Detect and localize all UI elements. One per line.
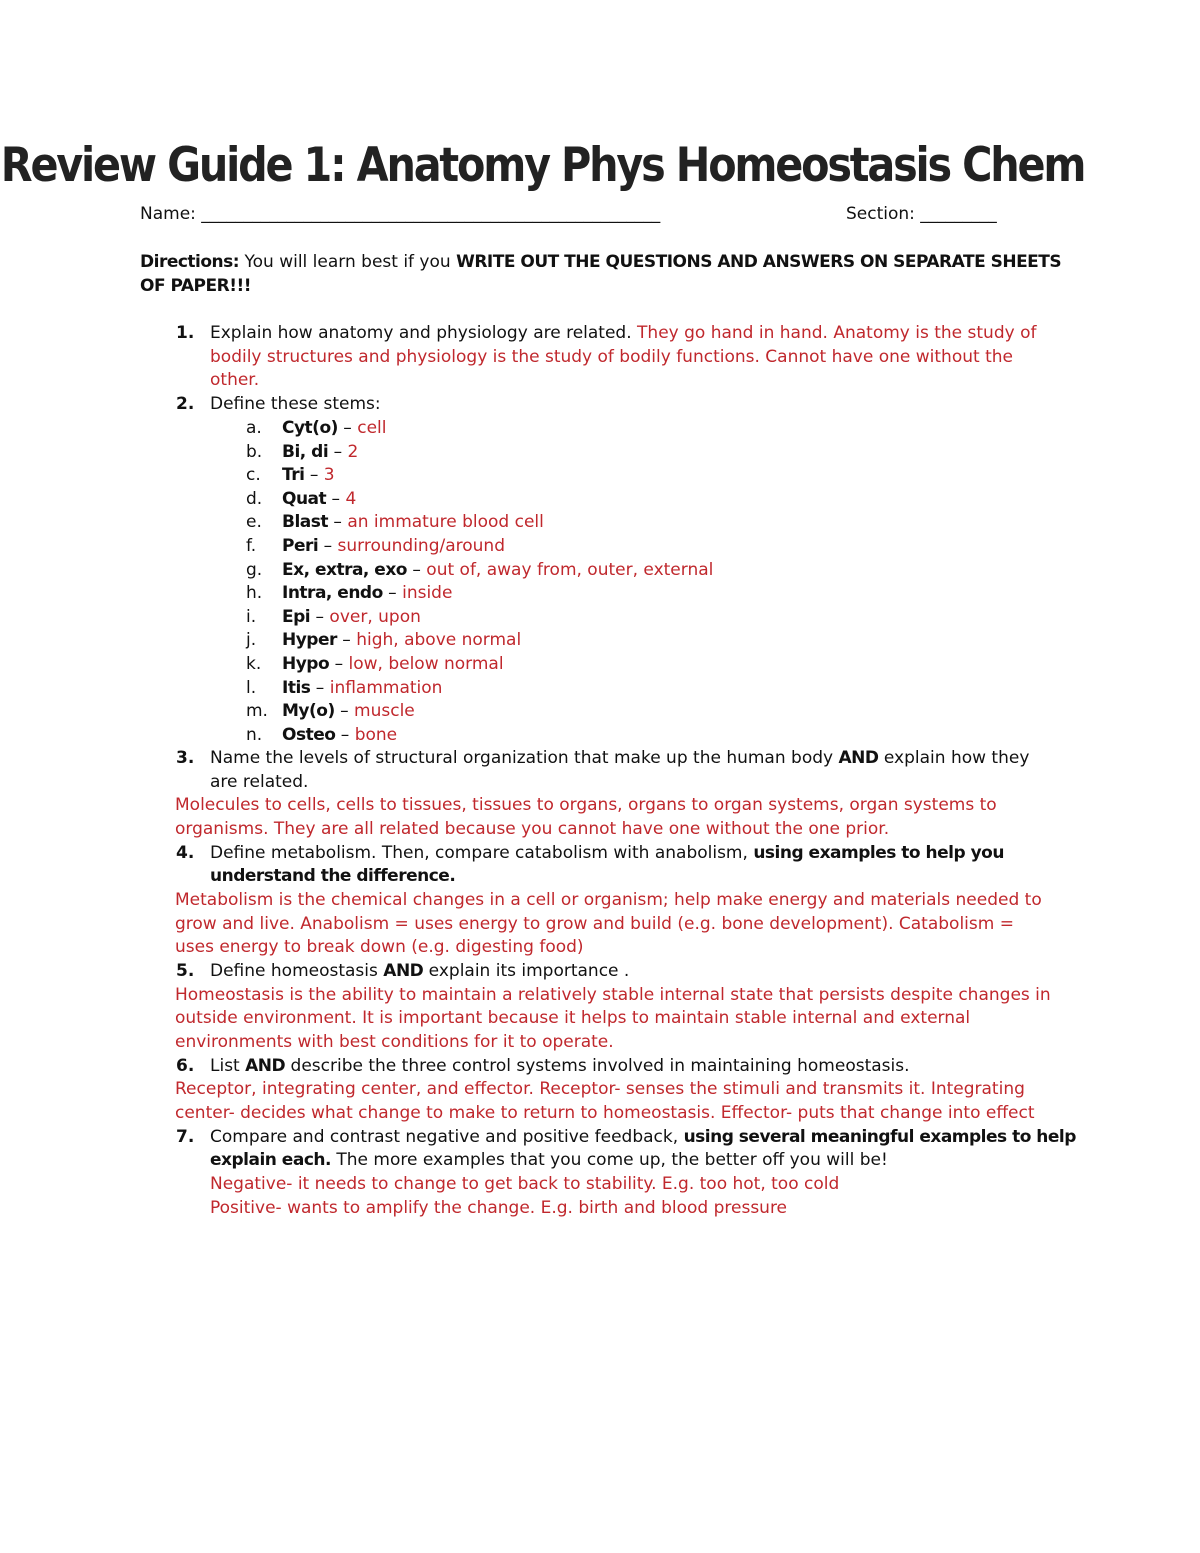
question-number-5: 5. bbox=[176, 961, 195, 981]
question-6-line-1 bbox=[210, 1054, 910, 1078]
question-4-line-1 bbox=[210, 841, 1004, 865]
stem-definition: 3 bbox=[323, 465, 335, 485]
stem-item bbox=[282, 416, 386, 440]
stem-letter: a. bbox=[246, 418, 262, 438]
question-6-and: AND bbox=[245, 1056, 286, 1076]
stem-item bbox=[282, 534, 505, 558]
stem-separator: – bbox=[382, 583, 403, 603]
section-field: Section: _________ bbox=[846, 204, 997, 224]
stem-item bbox=[282, 558, 713, 582]
stem-letter: n. bbox=[246, 725, 263, 745]
question-3-and: AND bbox=[838, 748, 879, 768]
stem-term: Itis bbox=[282, 678, 311, 698]
stem-definition: cell bbox=[357, 418, 387, 438]
stem-letter: l. bbox=[246, 678, 257, 698]
answer-4-line-2: grow and live. Anabolism = uses energy to grow and build (e.g. bone development). Catabolism = bbox=[175, 914, 1014, 934]
stem-term: My(o) bbox=[282, 701, 335, 721]
answer-1-line-2: bodily structures and physiology is the study of bodily functions. Cannot have one without the bbox=[210, 347, 1013, 367]
stem-item bbox=[282, 487, 356, 511]
stem-separator: – bbox=[328, 442, 348, 462]
question-6-text-c: describe the three control systems involved in maintaining homeostasis. bbox=[285, 1056, 910, 1076]
stem-separator: – bbox=[310, 607, 330, 627]
stem-definition: 2 bbox=[347, 442, 359, 462]
question-4-line-2: understand the difference. bbox=[210, 866, 456, 886]
stem-term: Osteo bbox=[282, 725, 336, 745]
stem-letter: f. bbox=[246, 536, 257, 556]
stem-letter: d. bbox=[246, 489, 263, 509]
stem-separator: – bbox=[334, 701, 355, 721]
page-title: Review Guide 1: Anatomy Phys Homeostasis Chem bbox=[0, 138, 1085, 193]
answer-6-line-2: center- decides what change to make to return to homeostasis. Effector- puts that change into effect bbox=[175, 1103, 1035, 1123]
question-number-2: 2. bbox=[176, 394, 195, 414]
stem-separator: – bbox=[336, 630, 357, 650]
stem-separator: – bbox=[406, 560, 427, 580]
question-3-line-1 bbox=[210, 746, 1029, 770]
question-7-text-b: using several meaningful examples to help bbox=[683, 1127, 1076, 1147]
stem-definition: out of, away from, outer, external bbox=[426, 560, 714, 580]
stem-definition: bone bbox=[354, 725, 398, 745]
stem-term: Ex, extra, exo bbox=[282, 560, 407, 580]
answer-6-line-1: Receptor, integrating center, and effector. Receptor- senses the stimuli and transmits it. Integrating bbox=[175, 1079, 1025, 1099]
question-7-text-a: Compare and contrast negative and positive feedback, bbox=[210, 1127, 684, 1147]
directions-line-1 bbox=[140, 250, 1061, 274]
stem-separator: – bbox=[337, 418, 358, 438]
question-7-line-1 bbox=[210, 1125, 1076, 1149]
question-3-text-c: explain how they bbox=[878, 748, 1030, 768]
answer-4-line-1: Metabolism is the chemical changes in a cell or organism; help make energy and materials needed to bbox=[175, 890, 1042, 910]
question-4-text-a: Define metabolism. Then, compare catabolism with anabolism, bbox=[210, 843, 754, 863]
stem-definition: over, upon bbox=[329, 607, 421, 627]
stem-letter: j. bbox=[246, 630, 257, 650]
directions-text: You will learn best if you bbox=[239, 252, 457, 272]
question-number-3: 3. bbox=[176, 748, 195, 768]
stem-letter: i. bbox=[246, 607, 257, 627]
stem-definition: low, below normal bbox=[348, 654, 504, 674]
stem-term: Epi bbox=[282, 607, 311, 627]
stem-item bbox=[282, 440, 358, 464]
stem-item bbox=[282, 676, 442, 700]
stem-letter: c. bbox=[246, 465, 261, 485]
directions-emphasis-1: WRITE OUT THE QUESTIONS AND ANSWERS ON SEPARATE SHEETS bbox=[456, 252, 1062, 272]
stem-term: Quat bbox=[282, 489, 327, 509]
stem-letter: k. bbox=[246, 654, 262, 674]
stem-term: Bi, di bbox=[282, 442, 329, 462]
directions-label: Directions: bbox=[140, 252, 240, 272]
answer-4-line-3: uses energy to break down (e.g. digesting food) bbox=[175, 937, 584, 957]
question-7-line-2 bbox=[210, 1148, 888, 1172]
answer-5-line-2: outside environment. It is important because it helps to maintain stable internal and external bbox=[175, 1008, 971, 1028]
question-number-6: 6. bbox=[176, 1056, 195, 1076]
stem-letter: g. bbox=[246, 560, 263, 580]
stem-item bbox=[282, 463, 335, 487]
question-number-1: 1. bbox=[176, 323, 195, 343]
stem-term: Blast bbox=[282, 512, 329, 532]
question-5-line-1 bbox=[210, 959, 629, 983]
question-number-7: 7. bbox=[176, 1127, 195, 1147]
answer-7-line-1: Negative- it needs to change to get back to stability. E.g. too hot, too cold bbox=[210, 1174, 840, 1194]
question-1-line-1 bbox=[210, 321, 1036, 345]
stem-term: Hyper bbox=[282, 630, 337, 650]
stem-letter: b. bbox=[246, 442, 263, 462]
stem-term: Tri bbox=[282, 465, 305, 485]
stem-term: Hypo bbox=[282, 654, 330, 674]
question-6-text-a: List bbox=[210, 1056, 246, 1076]
stem-definition: inside bbox=[402, 583, 453, 603]
question-2-text: Define these stems: bbox=[210, 394, 381, 414]
answer-1-line-3: other. bbox=[210, 370, 260, 390]
stem-definition: surrounding/around bbox=[337, 536, 505, 556]
stem-letter: e. bbox=[246, 512, 262, 532]
stem-term: Cyt(o) bbox=[282, 418, 338, 438]
stem-item bbox=[282, 510, 544, 534]
stem-item bbox=[282, 652, 504, 676]
stem-term: Peri bbox=[282, 536, 319, 556]
answer-3-line-2: organisms. They are all related because you cannot have one without the one prior. bbox=[175, 819, 890, 839]
question-3-line-2: are related. bbox=[210, 772, 309, 792]
question-5-text-a: Define homeostasis bbox=[210, 961, 384, 981]
stem-definition: high, above normal bbox=[356, 630, 522, 650]
stem-term: Intra, endo bbox=[282, 583, 383, 603]
answer-5-line-1: Homeostasis is the ability to maintain a relatively stable internal state that persists despite changes in bbox=[175, 985, 1051, 1005]
stem-item bbox=[282, 723, 397, 747]
question-5-text-c: explain its importance . bbox=[423, 961, 630, 981]
question-5-and: AND bbox=[383, 961, 424, 981]
question-4-text-b: using examples to help you bbox=[753, 843, 1004, 863]
stem-item bbox=[282, 581, 452, 605]
directions-emphasis-2: OF PAPER!!! bbox=[140, 276, 251, 296]
answer-3-line-1: Molecules to cells, cells to tissues, tissues to organs, organs to organ systems, organ systems to bbox=[175, 795, 997, 815]
question-number-4: 4. bbox=[176, 843, 195, 863]
question-3-text-a: Name the levels of structural organization that make up the human body bbox=[210, 748, 839, 768]
stem-separator: – bbox=[329, 654, 349, 674]
question-7-text-d: The more examples that you come up, the better off you will be! bbox=[330, 1150, 888, 1170]
stem-separator: – bbox=[326, 489, 346, 509]
stem-definition: an immature blood cell bbox=[347, 512, 544, 532]
stem-separator: – bbox=[328, 512, 348, 532]
question-7-text-c: explain each. bbox=[210, 1150, 331, 1170]
stem-letter: m. bbox=[246, 701, 268, 721]
stem-separator: – bbox=[335, 725, 355, 745]
stem-definition: inflammation bbox=[329, 678, 443, 698]
stem-item bbox=[282, 628, 521, 652]
answer-1-line-1: They go hand in hand. Anatomy is the study of bbox=[637, 323, 1037, 343]
stem-item bbox=[282, 605, 421, 629]
stem-separator: – bbox=[318, 536, 338, 556]
stem-item bbox=[282, 699, 415, 723]
stem-definition: muscle bbox=[354, 701, 415, 721]
answer-5-line-3: environments with best conditions for it to operate. bbox=[175, 1032, 614, 1052]
question-1-text: Explain how anatomy and physiology are related. bbox=[210, 323, 638, 343]
answer-7-line-2: Positive- wants to amplify the change. E.g. birth and blood pressure bbox=[210, 1198, 788, 1218]
name-field: Name: ______________________________________________________ bbox=[140, 204, 661, 224]
stem-definition: 4 bbox=[345, 489, 357, 509]
stem-letter: h. bbox=[246, 583, 263, 603]
stem-separator: – bbox=[304, 465, 324, 485]
stem-separator: – bbox=[310, 678, 330, 698]
